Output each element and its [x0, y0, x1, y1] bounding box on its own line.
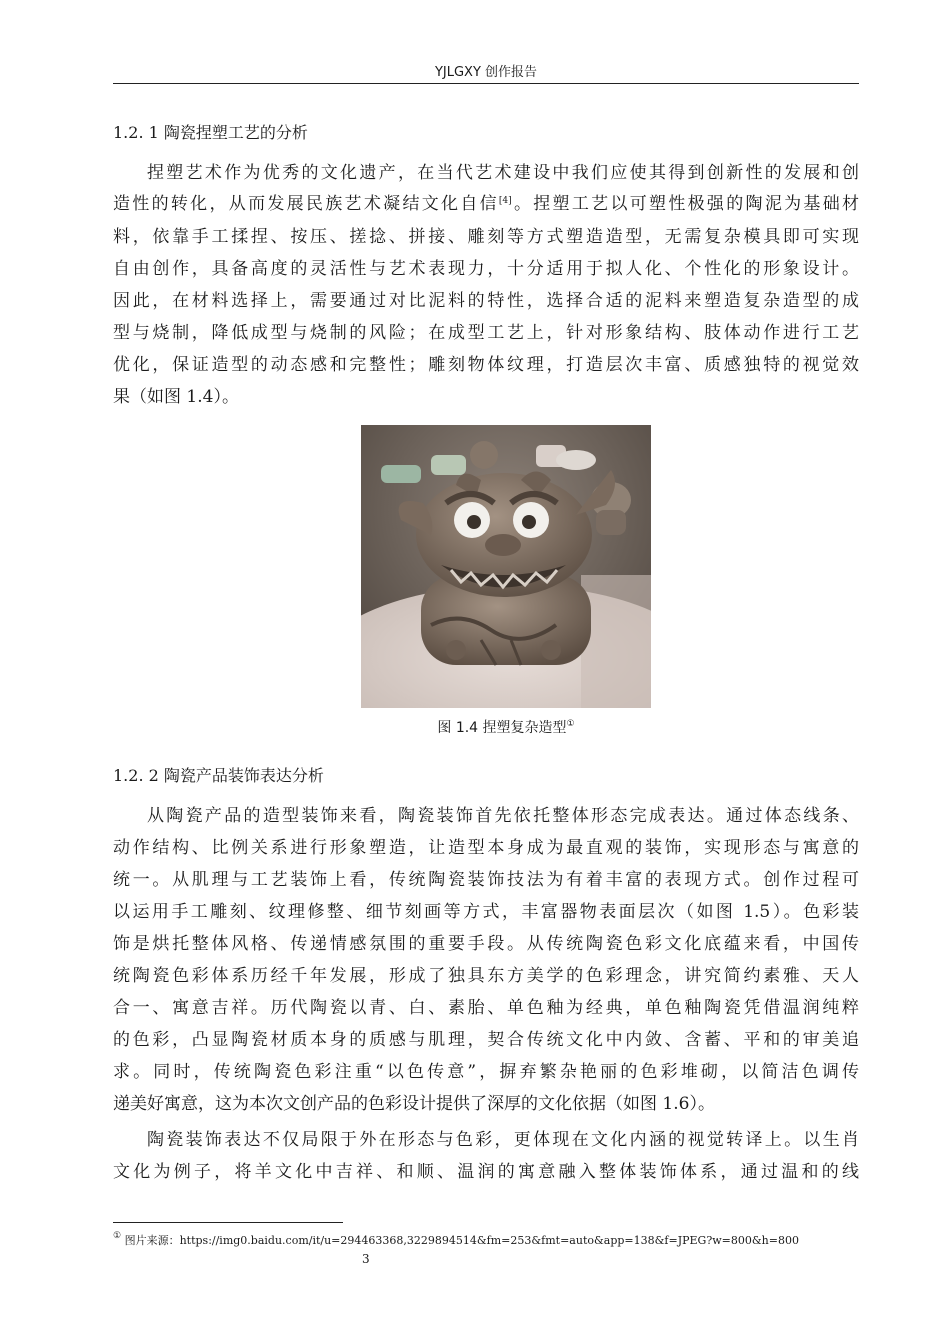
- paragraph-line: 料，依靠手工揉捏、按压、搓捻、拼接、雕刻等方式塑造造型，无需复杂模具即可实现: [113, 227, 859, 247]
- paragraph-line: 捏塑艺术作为优秀的文化遗产，在当代艺术建设中我们应使其得到创新性的发展和创: [147, 163, 859, 183]
- paragraph-line: 动作结构、比例关系进行形象塑造，让造型本身成为最直观的装饰，实现形态与寓意的: [113, 838, 859, 858]
- paragraph-line: 优化，保证造型的动态感和完整性；雕刻物体纹理，打造层次丰富、质感独特的视觉效: [113, 355, 859, 375]
- section-heading-1-2-2: 1.2. 2 陶瓷产品装饰表达分析: [113, 766, 324, 785]
- page-number: 3: [362, 1252, 370, 1266]
- paragraph-line: 因此，在材料选择上，需要通过对比泥料的特性，选择合适的泥料来塑造复杂造型的成: [113, 291, 859, 311]
- paragraph-line: 统陶瓷色彩体系历经千年发展，形成了独具东方美学的色彩理念，讲究简约素雅、天人: [113, 966, 859, 986]
- paragraph-line: 陶瓷装饰表达不仅局限于外在形态与色彩，更体现在文化内涵的视觉转译上。以生肖: [147, 1130, 859, 1150]
- clay-sculpture-illustration: [361, 425, 651, 708]
- section-heading-1-2-1: 1.2. 1 陶瓷捏塑工艺的分析: [113, 123, 308, 142]
- paragraph-text: 造性的转化，从而发展民族艺术凝结文化自信: [113, 194, 499, 214]
- citation-ref[interactable]: [4]: [498, 196, 512, 206]
- paragraph-line: 自由创作，具备高度的灵活性与艺术表现力，十分适用于拟人化、个性化的形象设计。: [113, 259, 859, 279]
- paragraph-line: 的色彩，凸显陶瓷材质本身的质感与肌理，契合传统文化中内敛、含蓄、平和的审美追: [113, 1030, 859, 1050]
- page-header: YJLGXY 创作报告: [434, 65, 538, 80]
- clay-sculpture-photo: [361, 425, 651, 708]
- paragraph-line: 求。同时，传统陶瓷色彩注重“以色传意”，摒弃繁杂艳丽的色彩堆砌，以简洁色调传: [113, 1062, 859, 1082]
- paragraph-text: 。捏塑工艺以可塑性极强的陶泥为基础材: [511, 194, 860, 214]
- footnote-divider: [113, 1222, 343, 1223]
- figure-caption: [361, 718, 651, 738]
- paragraph-line: 统一。从肌理与工艺装饰上看，传统陶瓷装饰技法为有着丰富的表现方式。创作过程可: [113, 870, 859, 890]
- paragraph-line: 以运用手工雕刻、纹理修整、细节刻画等方式，丰富器物表面层次（如图 1.5）。色彩装: [113, 902, 859, 922]
- paragraph-line: 从陶瓷产品的造型装饰来看，陶瓷装饰首先依托整体形态完成表达。通过体态线条、: [147, 806, 859, 826]
- paragraph-line: 果（如图 1.4）。: [113, 387, 239, 407]
- paragraph-line: 递美好寓意，这为本次文创产品的色彩设计提供了深厚的文化依据（如图 1.6）。: [113, 1094, 715, 1114]
- paragraph-line: 饰是烘托整体风格、传递情感氛围的重要手段。从传统陶瓷色彩文化底蕴来看，中国传: [113, 934, 859, 954]
- header-divider: [113, 83, 859, 84]
- paragraph-line: 文化为例子，将羊文化中吉祥、和顺、温润的寓意融入整体装饰体系，通过温和的线: [113, 1162, 859, 1182]
- footnote-ref[interactable]: ①: [566, 719, 575, 729]
- paragraph-line: 合一、寓意吉祥。历代陶瓷以青、白、素胎、单色釉为经典，单色釉陶瓷凭借温润纯粹: [113, 998, 859, 1018]
- paragraph-line: 型与烧制，降低成型与烧制的风险；在成型工艺上，针对形象结构、肢体动作进行工艺: [113, 323, 859, 343]
- caption-text: 图 1.4 捏塑复杂造型: [437, 720, 567, 736]
- footnote-mark: ①: [113, 1231, 122, 1241]
- paragraph-line: [113, 193, 859, 215]
- footnote: [113, 1233, 873, 1249]
- footnote-text[interactable]: 图片来源：https://img0.baidu.com/it/u=294463368,3229894514&fm=253&fmt=auto&app=138&f=JPEG?w=800&h=800: [124, 1234, 799, 1247]
